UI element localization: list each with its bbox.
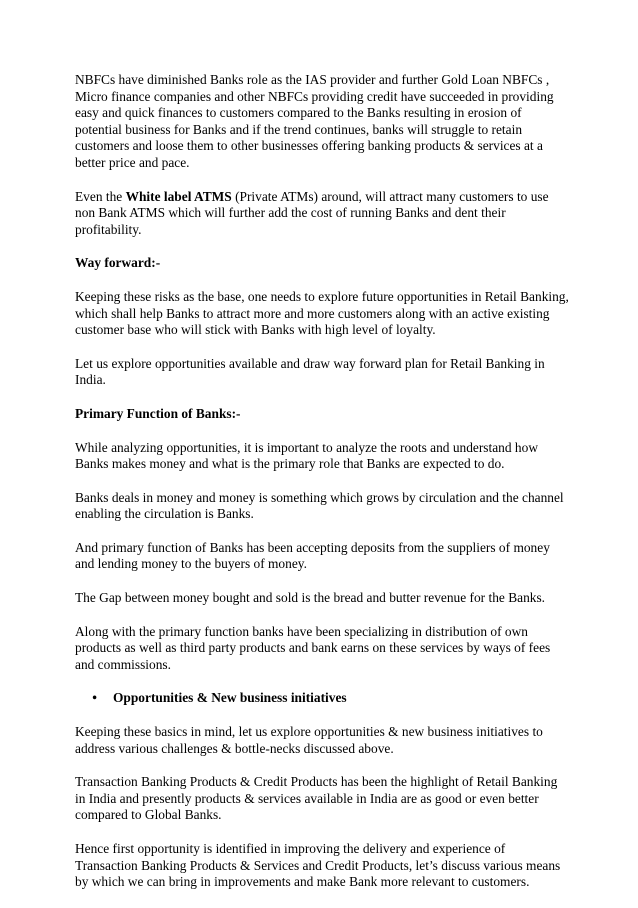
bullet-item-opportunities	[75, 690, 570, 707]
bullet-icon: •	[92, 690, 97, 706]
paragraph-risks-base: Keeping these risks as the base, one needs to explore future opportunities in Retail Banking, which shall help Banks to attract more and more customers along with an active existing customer base who will stick with Banks with high level of loyalty.	[75, 288, 569, 338]
paragraph-nbfc-competition: NBFCs have diminished Banks role as the IAS provider and further Gold Loan NBFCs , Micro finance companies and other NBFCs providing credit have succeeded in providing easy and quick finances to customers compared to the Banks resulting in erosion of potential business for Banks and if the trend continues, banks will struggle to retain customers and loose them to other businesses offering banking products & services at a better price and pace.	[75, 72, 554, 170]
paragraph-trailing-text: (Private ATMs) around, will attract many customers to use non Bank ATMS which will further add the cost of running Banks and dent their profitability.	[75, 188, 549, 237]
paragraph-gap-revenue: The Gap between money bought and sold is the bread and butter revenue for the Banks.	[75, 590, 546, 606]
paragraph-money-circulation: Banks deals in money and money is something which grows by circulation and the channel enabling the circulation is Banks.	[75, 489, 564, 522]
paragraph-distribution-products: Along with the primary function banks have been specializing in distribution of own products as well as third party products and bank earns on these services by ways of fees and commissions.	[75, 623, 551, 672]
paragraph-white-label-atms	[75, 189, 570, 239]
paragraph-analyzing-opportunities: While analyzing opportunities, it is important to analyze the roots and understand how Banks makes money and what is the primary role that Banks are expected to do.	[75, 439, 538, 472]
paragraph-primary-function: And primary function of Banks has been accepting deposits from the suppliers of money and lending money to the buyers of money.	[75, 539, 550, 572]
paragraph-basics-in-mind: Keeping these basics in mind, let us explore opportunities & new business initiatives to address various challenges & bottle-necks discussed above.	[75, 724, 543, 756]
bullet-item-label: Opportunities & New business initiatives	[113, 690, 347, 706]
paragraph-first-opportunity: Hence first opportunity is identified in improving the delivery and experience of Transaction Banking Products & Services and Credit Products, let’s discuss various means by which we can bring in improvements and make Bank more relevant to customers.	[75, 841, 561, 890]
paragraph-transaction-banking: Transaction Banking Products & Credit Products has been the highlight of Retail Banking in India and presently products & services available in India are as good or even better compared to Global Banks.	[75, 774, 558, 823]
heading-primary-function: Primary Function of Banks:-	[75, 405, 241, 421]
bold-term-white-label-atms: White label ATMS	[125, 188, 232, 204]
paragraph-lead-text: Even the	[75, 188, 126, 204]
document-page	[75, 72, 570, 908]
paragraph-explore-opportunities: Let us explore opportunities available and draw way forward plan for Retail Banking in India.	[75, 355, 545, 388]
heading-way-forward: Way forward:-	[75, 255, 161, 271]
